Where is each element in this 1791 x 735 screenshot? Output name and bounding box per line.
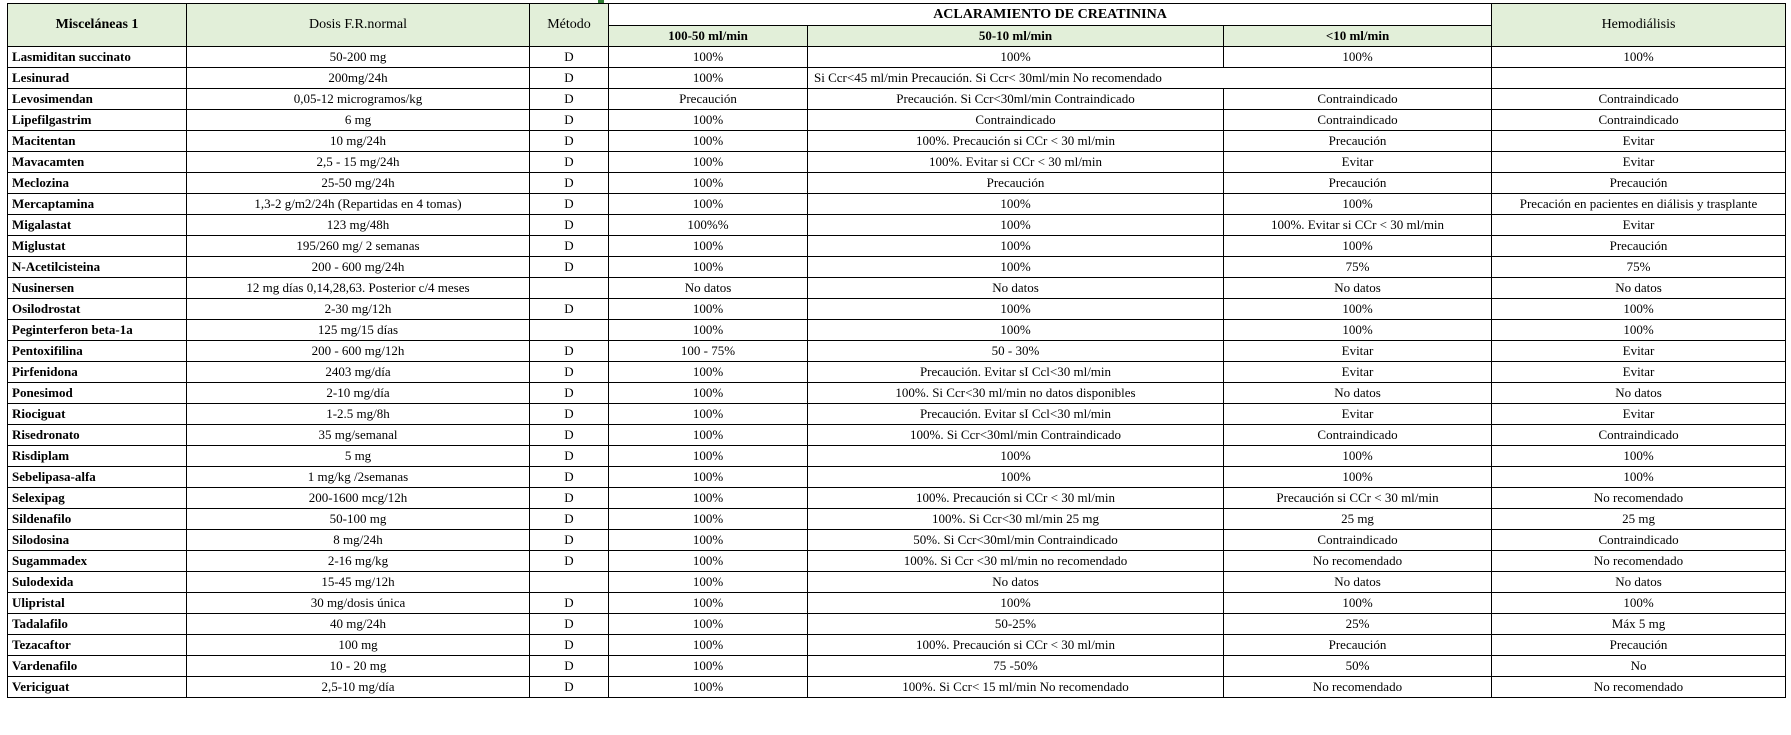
cell-ccr-50-10[interactable]: 100% — [808, 215, 1224, 236]
cell-ccr-lt-10[interactable]: Precaución — [1224, 173, 1492, 194]
cell-hemodialysis[interactable]: Evitar — [1492, 362, 1786, 383]
cell-normal-dose[interactable]: 2-30 mg/12h — [187, 299, 530, 320]
cell-ccr-lt-10[interactable]: 100% — [1224, 593, 1492, 614]
cell-hemodialysis[interactable]: Evitar — [1492, 131, 1786, 152]
cell-method[interactable]: D — [530, 614, 609, 635]
cell-ccr-100-50[interactable]: 100% — [609, 425, 808, 446]
table-row[interactable] — [8, 299, 1786, 320]
cell-method[interactable] — [530, 572, 609, 593]
cell-drug-name[interactable]: Peginterferon beta-1a — [8, 320, 187, 341]
table-row[interactable] — [8, 173, 1786, 194]
cell-ccr-50-10[interactable]: 100% — [808, 320, 1224, 341]
cell-ccr-50-10[interactable]: Precaución. Si Ccr<30ml/min Contraindicado — [808, 89, 1224, 110]
cell-method[interactable]: D — [530, 215, 609, 236]
table-row[interactable] — [8, 194, 1786, 215]
cell-normal-dose[interactable]: 1-2.5 mg/8h — [187, 404, 530, 425]
cell-method[interactable]: D — [530, 467, 609, 488]
cell-method[interactable]: D — [530, 68, 609, 89]
table-body — [8, 47, 1786, 698]
cell-method[interactable]: D — [530, 362, 609, 383]
table-row[interactable] — [8, 656, 1786, 677]
cell-ccr-lt-10[interactable]: 25 mg — [1224, 509, 1492, 530]
cell-hemodialysis[interactable]: 75% — [1492, 257, 1786, 278]
cell-hemodialysis[interactable]: Precaución — [1492, 635, 1786, 656]
cell-ccr-100-50[interactable]: 100% — [609, 383, 808, 404]
cell-method[interactable]: D — [530, 173, 609, 194]
cell-method[interactable]: D — [530, 257, 609, 278]
cell-normal-dose[interactable]: 1 mg/kg /2semanas — [187, 467, 530, 488]
cell-normal-dose[interactable]: 100 mg — [187, 635, 530, 656]
cell-method[interactable] — [530, 320, 609, 341]
table-row[interactable] — [8, 467, 1786, 488]
cell-ccr-100-50[interactable]: 100% — [609, 677, 808, 698]
cell-normal-dose[interactable]: 200mg/24h — [187, 68, 530, 89]
cell-normal-dose[interactable]: 200 - 600 mg/12h — [187, 341, 530, 362]
cell-normal-dose[interactable]: 125 mg/15 días — [187, 320, 530, 341]
table-row[interactable] — [8, 47, 1786, 68]
table-row[interactable] — [8, 488, 1786, 509]
cell-method[interactable]: D — [530, 194, 609, 215]
table-row[interactable] — [8, 257, 1786, 278]
cell-ccr-100-50[interactable]: 100% — [609, 131, 808, 152]
table-row[interactable] — [8, 236, 1786, 257]
cell-method[interactable]: D — [530, 299, 609, 320]
table-row[interactable] — [8, 593, 1786, 614]
cell-method[interactable]: D — [530, 509, 609, 530]
cell-ccr-50-10[interactable]: 50-25% — [808, 614, 1224, 635]
cell-ccr-lt-10[interactable]: Precaución — [1224, 635, 1492, 656]
cell-hemodialysis[interactable]: 100% — [1492, 47, 1786, 68]
cell-normal-dose[interactable]: 2-16 mg/kg — [187, 551, 530, 572]
cell-normal-dose[interactable]: 123 mg/48h — [187, 215, 530, 236]
cell-ccr-lt-10[interactable]: Evitar — [1224, 341, 1492, 362]
cell-ccr-lt-10[interactable]: Contraindicado — [1224, 89, 1492, 110]
cell-normal-dose[interactable]: 2403 mg/día — [187, 362, 530, 383]
cell-method[interactable] — [530, 278, 609, 299]
cell-normal-dose[interactable]: 2,5 - 15 mg/24h — [187, 152, 530, 173]
cell-hemodialysis[interactable]: No — [1492, 656, 1786, 677]
cell-hemodialysis[interactable]: Precaución — [1492, 236, 1786, 257]
header-ccr-100-50[interactable]: 100-50 ml/min — [609, 26, 808, 47]
cell-ccr-50-10-and-lt-10[interactable]: Si Ccr<45 ml/min Precaución. Si Ccr< 30ml/min No recomendado — [808, 68, 1224, 89]
cell-normal-dose[interactable]: 25-50 mg/24h — [187, 173, 530, 194]
cell-ccr-lt-10[interactable]: 100% — [1224, 236, 1492, 257]
cell-drug-name[interactable]: Mercaptamina — [8, 194, 187, 215]
cell-normal-dose[interactable]: 12 mg días 0,14,28,63. Posterior c/4 meses — [187, 278, 530, 299]
cell-ccr-lt-10[interactable]: Contraindicado — [1224, 425, 1492, 446]
cell-ccr-50-10[interactable]: Precaución. Evitar sI Ccl<30 ml/min — [808, 362, 1224, 383]
cell-hemodialysis[interactable]: 25 mg — [1492, 509, 1786, 530]
cell-hemodialysis[interactable]: Contraindicado — [1492, 89, 1786, 110]
cell-ccr-50-10[interactable]: 100% — [808, 593, 1224, 614]
table-row[interactable] — [8, 425, 1786, 446]
cell-ccr-50-10[interactable]: 100%. Precaución si CCr < 30 ml/min — [808, 488, 1224, 509]
table-row[interactable] — [8, 152, 1786, 173]
cell-hemodialysis[interactable]: Evitar — [1492, 152, 1786, 173]
cell-ccr-100-50[interactable]: 100% — [609, 110, 808, 131]
cell-normal-dose[interactable]: 10 - 20 mg — [187, 656, 530, 677]
cell-ccr-lt-10[interactable]: 100% — [1224, 194, 1492, 215]
cell-hemodialysis[interactable]: Evitar — [1492, 341, 1786, 362]
cell-hemodialysis[interactable]: 100% — [1492, 320, 1786, 341]
cell-normal-dose[interactable]: 40 mg/24h — [187, 614, 530, 635]
cell-normal-dose[interactable]: 50-200 mg — [187, 47, 530, 68]
cell-ccr-100-50[interactable]: 100% — [609, 236, 808, 257]
cell-drug-name[interactable]: Miglustat — [8, 236, 187, 257]
cell-ccr-100-50[interactable]: 100%% — [609, 215, 808, 236]
cell-ccr-100-50[interactable]: 100% — [609, 173, 808, 194]
cell-hemodialysis[interactable]: Contraindicado — [1492, 530, 1786, 551]
cell-ccr-100-50[interactable]: 100% — [609, 47, 808, 68]
cell-drug-name[interactable]: Tezacaftor — [8, 635, 187, 656]
cell-ccr-lt-10[interactable]: 75% — [1224, 257, 1492, 278]
table-row[interactable] — [8, 89, 1786, 110]
cell-drug-name[interactable]: Osilodrostat — [8, 299, 187, 320]
header-ccr-50-10[interactable]: 50-10 ml/min — [808, 26, 1224, 47]
cell-ccr-50-10[interactable]: 100%. Precaución si CCr < 30 ml/min — [808, 635, 1224, 656]
cell-drug-name[interactable]: Tadalafilo — [8, 614, 187, 635]
cell-ccr-lt-10[interactable]: 100% — [1224, 446, 1492, 467]
cell-normal-dose[interactable]: 50-100 mg — [187, 509, 530, 530]
cell-ccr-100-50[interactable]: 100% — [609, 572, 808, 593]
cell-ccr-100-50[interactable]: Precaución — [609, 89, 808, 110]
cell-method[interactable]: D — [530, 404, 609, 425]
cell-ccr-lt-10[interactable]: Evitar — [1224, 404, 1492, 425]
cell-drug-name[interactable]: Lasmiditan succinato — [8, 47, 187, 68]
cell-hemodialysis[interactable]: 100% — [1492, 593, 1786, 614]
table-row[interactable] — [8, 341, 1786, 362]
cell-drug-name[interactable]: Vericiguat — [8, 677, 187, 698]
cell-method[interactable]: D — [530, 152, 609, 173]
cell-ccr-50-10[interactable]: No datos — [808, 278, 1224, 299]
cell-ccr-lt-10[interactable]: Contraindicado — [1224, 110, 1492, 131]
cell-hemodialysis[interactable] — [1492, 68, 1786, 89]
cell-ccr-100-50[interactable]: 100% — [609, 614, 808, 635]
cell-ccr-lt-10[interactable]: 25% — [1224, 614, 1492, 635]
cell-ccr-100-50[interactable]: 100% — [609, 68, 808, 89]
cell-hemodialysis[interactable]: No datos — [1492, 383, 1786, 404]
cell-ccr-lt-10[interactable]: No datos — [1224, 383, 1492, 404]
cell-drug-name[interactable]: Sebelipasa-alfa — [8, 467, 187, 488]
cell-normal-dose[interactable]: 200 - 600 mg/24h — [187, 257, 530, 278]
cell-drug-name[interactable]: Selexipag — [8, 488, 187, 509]
cell-method[interactable]: D — [530, 446, 609, 467]
cell-ccr-50-10[interactable]: 100%. Precaución si CCr < 30 ml/min — [808, 131, 1224, 152]
cell-method[interactable]: D — [530, 530, 609, 551]
cell-hemodialysis[interactable]: 100% — [1492, 299, 1786, 320]
cell-ccr-50-10[interactable]: 100%. Si Ccr <30 ml/min no recomendado — [808, 551, 1224, 572]
cell-ccr-50-10[interactable]: 75 -50% — [808, 656, 1224, 677]
cell-normal-dose[interactable]: 8 mg/24h — [187, 530, 530, 551]
renal-dosing-table — [7, 3, 1786, 698]
cell-ccr-100-50[interactable]: 100% — [609, 320, 808, 341]
cell-ccr-100-50[interactable]: 100% — [609, 299, 808, 320]
cell-ccr-50-10[interactable]: 100%. Si Ccr<30 ml/min 25 mg — [808, 509, 1224, 530]
cell-method[interactable]: D — [530, 236, 609, 257]
cell-drug-name[interactable]: Vardenafilo — [8, 656, 187, 677]
cell-hemodialysis[interactable]: No recomendado — [1492, 551, 1786, 572]
cell-normal-dose[interactable]: 5 mg — [187, 446, 530, 467]
cell-drug-name[interactable]: Sugammadex — [8, 551, 187, 572]
cell-ccr-lt-10[interactable]: No datos — [1224, 572, 1492, 593]
cell-ccr-100-50[interactable]: 100% — [609, 635, 808, 656]
cell-ccr-50-10[interactable]: 50%. Si Ccr<30ml/min Contraindicado — [808, 530, 1224, 551]
cell-method[interactable]: D — [530, 635, 609, 656]
cell-drug-name[interactable]: Ponesimod — [8, 383, 187, 404]
cell-method[interactable]: D — [530, 383, 609, 404]
cell-method[interactable]: D — [530, 593, 609, 614]
header-method[interactable]: Método — [530, 4, 609, 47]
cell-normal-dose[interactable]: 15-45 mg/12h — [187, 572, 530, 593]
cell-drug-name[interactable]: Pirfenidona — [8, 362, 187, 383]
table-row[interactable] — [8, 383, 1786, 404]
cell-ccr-100-50[interactable]: 100% — [609, 446, 808, 467]
cell-ccr-100-50[interactable]: 100% — [609, 551, 808, 572]
cell-drug-name[interactable]: Pentoxifilina — [8, 341, 187, 362]
cell-ccr-50-10[interactable]: 100% — [808, 299, 1224, 320]
cell-normal-dose[interactable]: 1,3-2 g/m2/24h (Repartidas en 4 tomas) — [187, 194, 530, 215]
header-drug-name[interactable]: Misceláneas 1 — [8, 4, 187, 47]
cell-ccr-50-10[interactable]: 100%. Evitar si CCr < 30 ml/min — [808, 152, 1224, 173]
cell-hemodialysis[interactable]: Máx 5 mg — [1492, 614, 1786, 635]
table-row[interactable] — [8, 68, 1786, 89]
cell-ccr-lt-10[interactable] — [1224, 68, 1492, 89]
cell-hemodialysis[interactable]: Contraindicado — [1492, 425, 1786, 446]
cell-ccr-lt-10[interactable]: 100% — [1224, 320, 1492, 341]
table-row[interactable] — [8, 215, 1786, 236]
table-row[interactable] — [8, 572, 1786, 593]
cell-hemodialysis[interactable]: No datos — [1492, 278, 1786, 299]
table-row[interactable] — [8, 404, 1786, 425]
cell-ccr-lt-10[interactable]: 100% — [1224, 467, 1492, 488]
cell-ccr-100-50[interactable]: 100 - 75% — [609, 341, 808, 362]
header-ccr-lt-10[interactable]: <10 ml/min — [1224, 26, 1492, 47]
cell-hemodialysis[interactable]: No recomendado — [1492, 677, 1786, 698]
table-row[interactable] — [8, 362, 1786, 383]
cell-hemodialysis[interactable]: Precación en pacientes en diálisis y trasplante — [1492, 194, 1786, 215]
cell-ccr-100-50[interactable]: 100% — [609, 467, 808, 488]
cell-ccr-100-50[interactable]: 100% — [609, 593, 808, 614]
cell-ccr-lt-10[interactable]: 100% — [1224, 47, 1492, 68]
cell-drug-name[interactable]: Silodosina — [8, 530, 187, 551]
cell-ccr-lt-10[interactable]: No datos — [1224, 278, 1492, 299]
cell-method[interactable]: D — [530, 656, 609, 677]
cell-ccr-50-10[interactable]: Contraindicado — [808, 110, 1224, 131]
header-hemodialysis[interactable]: Hemodiálisis — [1492, 4, 1786, 47]
cell-hemodialysis[interactable]: Contraindicado — [1492, 110, 1786, 131]
cell-ccr-lt-10[interactable]: Evitar — [1224, 362, 1492, 383]
cell-normal-dose[interactable]: 200-1600 mcg/12h — [187, 488, 530, 509]
cell-method[interactable]: D — [530, 488, 609, 509]
cell-method[interactable]: D — [530, 131, 609, 152]
cell-ccr-50-10[interactable]: 100% — [808, 194, 1224, 215]
cell-ccr-lt-10[interactable]: 100%. Evitar si CCr < 30 ml/min — [1224, 215, 1492, 236]
cell-normal-dose[interactable]: 6 mg — [187, 110, 530, 131]
cell-ccr-50-10[interactable]: 100% — [808, 446, 1224, 467]
cell-drug-name[interactable]: Sulodexida — [8, 572, 187, 593]
cell-method[interactable]: D — [530, 677, 609, 698]
cell-ccr-100-50[interactable]: No datos — [609, 278, 808, 299]
cell-ccr-50-10[interactable]: 100% — [808, 257, 1224, 278]
cell-normal-dose[interactable]: 0,05-12 microgramos/kg — [187, 89, 530, 110]
cell-normal-dose[interactable]: 30 mg/dosis única — [187, 593, 530, 614]
table-row[interactable] — [8, 635, 1786, 656]
cell-ccr-100-50[interactable]: 100% — [609, 152, 808, 173]
cell-drug-name[interactable]: Meclozina — [8, 173, 187, 194]
cell-ccr-50-10[interactable]: 100% — [808, 467, 1224, 488]
cell-drug-name[interactable]: Sildenafilo — [8, 509, 187, 530]
cell-normal-dose[interactable]: 35 mg/semanal — [187, 425, 530, 446]
cell-ccr-100-50[interactable]: 100% — [609, 362, 808, 383]
header-creatinine-clearance[interactable]: ACLARAMIENTO DE CREATININA — [609, 4, 1492, 26]
cell-ccr-100-50[interactable]: 100% — [609, 656, 808, 677]
cell-ccr-50-10[interactable]: 100%. Si Ccr<30ml/min Contraindicado — [808, 425, 1224, 446]
cell-normal-dose[interactable]: 195/260 mg/ 2 semanas — [187, 236, 530, 257]
cell-hemodialysis[interactable]: No datos — [1492, 572, 1786, 593]
cell-drug-name[interactable]: Risedronato — [8, 425, 187, 446]
cell-ccr-50-10[interactable]: No datos — [808, 572, 1224, 593]
cell-ccr-lt-10[interactable]: 100% — [1224, 299, 1492, 320]
cell-hemodialysis[interactable]: 100% — [1492, 467, 1786, 488]
cell-ccr-lt-10[interactable]: Contraindicado — [1224, 530, 1492, 551]
cell-drug-name[interactable]: N-Acetilcisteina — [8, 257, 187, 278]
cell-drug-name[interactable]: Macitentan — [8, 131, 187, 152]
cell-drug-name[interactable]: Nusinersen — [8, 278, 187, 299]
cell-method[interactable]: D — [530, 551, 609, 572]
cell-hemodialysis[interactable]: 100% — [1492, 446, 1786, 467]
table-row[interactable] — [8, 446, 1786, 467]
cell-ccr-50-10[interactable]: 100%. Si Ccr<30 ml/min no datos disponibles — [808, 383, 1224, 404]
cell-method[interactable]: D — [530, 425, 609, 446]
table-row[interactable] — [8, 677, 1786, 698]
cell-drug-name[interactable]: Migalastat — [8, 215, 187, 236]
table-row[interactable] — [8, 278, 1786, 299]
cell-ccr-50-10[interactable]: Precaución. Evitar sI Ccl<30 ml/min — [808, 404, 1224, 425]
cell-drug-name[interactable]: Ulipristal — [8, 593, 187, 614]
table-row[interactable] — [8, 131, 1786, 152]
cell-ccr-50-10[interactable]: 100%. Si Ccr< 15 ml/min No recomendado — [808, 677, 1224, 698]
cell-ccr-lt-10[interactable]: Precaución si CCr < 30 ml/min — [1224, 488, 1492, 509]
table-row[interactable] — [8, 509, 1786, 530]
cell-ccr-lt-10[interactable]: Evitar — [1224, 152, 1492, 173]
cell-ccr-100-50[interactable]: 100% — [609, 509, 808, 530]
cell-drug-name[interactable]: Lipefilgastrim — [8, 110, 187, 131]
cell-method[interactable]: D — [530, 110, 609, 131]
cell-ccr-100-50[interactable]: 100% — [609, 194, 808, 215]
cell-hemodialysis[interactable]: Evitar — [1492, 215, 1786, 236]
cell-ccr-lt-10[interactable]: No recomendado — [1224, 677, 1492, 698]
header-normal-dose[interactable]: Dosis F.R.normal — [187, 4, 530, 47]
table-row[interactable] — [8, 110, 1786, 131]
cell-ccr-lt-10[interactable]: No recomendado — [1224, 551, 1492, 572]
cell-ccr-100-50[interactable]: 100% — [609, 404, 808, 425]
cell-ccr-100-50[interactable]: 100% — [609, 530, 808, 551]
cell-drug-name[interactable]: Lesinurad — [8, 68, 187, 89]
cell-ccr-50-10[interactable]: 50 - 30% — [808, 341, 1224, 362]
cell-normal-dose[interactable]: 2-10 mg/día — [187, 383, 530, 404]
cell-method[interactable]: D — [530, 47, 609, 68]
cell-ccr-50-10[interactable]: Precaución — [808, 173, 1224, 194]
cell-normal-dose[interactable]: 2,5-10 mg/día — [187, 677, 530, 698]
cell-ccr-lt-10[interactable]: 50% — [1224, 656, 1492, 677]
cell-drug-name[interactable]: Risdiplam — [8, 446, 187, 467]
cell-drug-name[interactable]: Mavacamten — [8, 152, 187, 173]
cell-ccr-100-50[interactable]: 100% — [609, 257, 808, 278]
cell-ccr-100-50[interactable]: 100% — [609, 488, 808, 509]
cell-ccr-50-10[interactable]: 100% — [808, 47, 1224, 68]
table-row[interactable] — [8, 551, 1786, 572]
cell-ccr-50-10[interactable]: 100% — [808, 236, 1224, 257]
table-row[interactable] — [8, 530, 1786, 551]
table-row[interactable] — [8, 614, 1786, 635]
cell-hemodialysis[interactable]: Evitar — [1492, 404, 1786, 425]
cell-hemodialysis[interactable]: No recomendado — [1492, 488, 1786, 509]
cell-method[interactable]: D — [530, 89, 609, 110]
table-row[interactable] — [8, 320, 1786, 341]
cell-drug-name[interactable]: Levosimendan — [8, 89, 187, 110]
cell-hemodialysis[interactable]: Precaución — [1492, 173, 1786, 194]
cell-normal-dose[interactable]: 10 mg/24h — [187, 131, 530, 152]
cell-drug-name[interactable]: Riociguat — [8, 404, 187, 425]
cell-ccr-lt-10[interactable]: Precaución — [1224, 131, 1492, 152]
cell-method[interactable]: D — [530, 341, 609, 362]
